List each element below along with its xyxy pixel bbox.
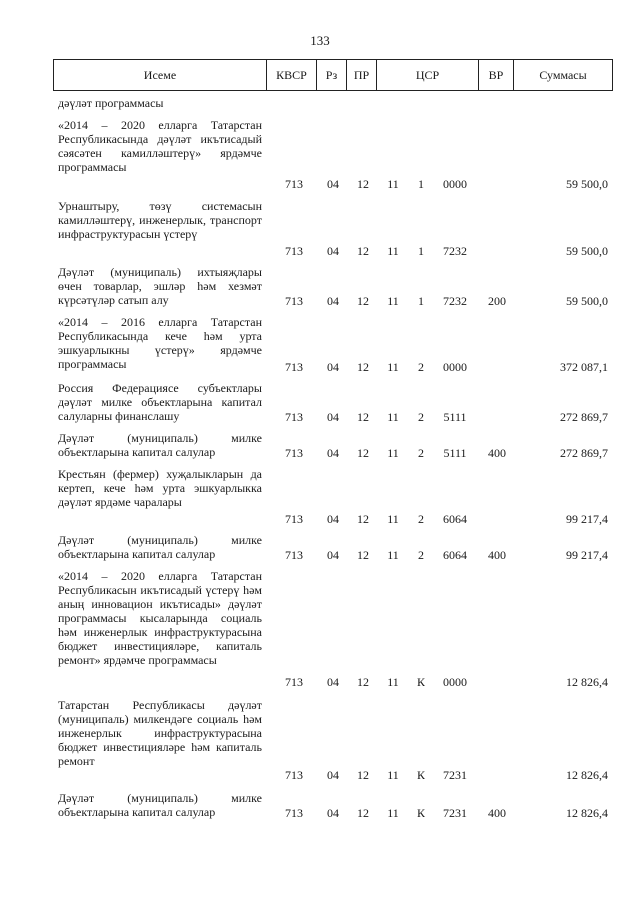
row-csr-subprogram: 2 [418,410,424,424]
row-csr-program: 11 [387,446,399,460]
row-csr-code: 6064 [443,548,467,562]
row-csr-program: 11 [387,806,399,820]
row-name: «2014 – 2020 елларга Татарстан Республикасында дәүләт икътисадый сәясәтен камилләштерү» ярдәмче программасы [58,118,262,174]
row-csr-subprogram: 1 [418,294,424,308]
row-csr-code: 0000 [443,177,467,191]
row-csr-code: 5111 [443,410,467,424]
row-name: Дәүләт (муниципаль) милке объектларына капитал салулар [58,791,262,819]
row-sum: 272 869,7 [560,410,608,424]
row-rz: 04 [327,512,339,526]
row-csr-code: 0000 [443,675,467,689]
row-csr-subprogram: 1 [418,177,424,191]
row-csr-code: 6064 [443,512,467,526]
row-rz: 04 [327,294,339,308]
row-kvsr: 713 [285,410,303,424]
row-rz: 04 [327,675,339,689]
row-kvsr: 713 [285,675,303,689]
row-sum: 12 826,4 [566,806,608,820]
row-csr-code: 7231 [443,806,467,820]
row-kvsr: 713 [285,177,303,191]
row-name: Россия Федерациясе субъектлары дәүләт милке объектларына капитал салуларны финанслашу [58,381,262,423]
row-kvsr: 713 [285,360,303,374]
row-vr: 200 [488,294,506,308]
row-pr: 12 [357,548,369,562]
row-csr-program: 11 [387,360,399,374]
row-kvsr: 713 [285,244,303,258]
row-csr-program: 11 [387,548,399,562]
row-rz: 04 [327,806,339,820]
row-name: «2014 – 2020 елларга Татарстан Республикасын икътисадый үстерү һәм аның инновацион икътисады» дәүләт программасы кысаларында социаль һәм инженерлык инфраструктурасына бюджет инвестицияләре, капиталь ремонт» ярдәмче программасы [58,569,262,667]
row-rz: 04 [327,446,339,460]
row-pr: 12 [357,512,369,526]
row-pr: 12 [357,410,369,424]
row-csr-program: 11 [387,244,399,258]
row-sum: 59 500,0 [566,244,608,258]
row-pr: 12 [357,806,369,820]
row-csr-program: 11 [387,512,399,526]
row-csr-subprogram: 2 [418,548,424,562]
row-csr-subprogram: 2 [418,360,424,374]
row-csr-program: 11 [387,675,399,689]
row-pr: 12 [357,294,369,308]
header-csr: ЦСР [377,60,479,90]
row-kvsr: 713 [285,768,303,782]
row-name: Дәүләт (муниципаль) милке объектларына капитал салулар [58,533,262,561]
table-header [53,59,613,91]
row-rz: 04 [327,244,339,258]
row-rz: 04 [327,177,339,191]
row-kvsr: 713 [285,512,303,526]
row-name: Крестьян (фермер) хуҗалыкларын да кертеп, кече һәм урта эшкуарлыкка дәүләт ярдәме чаралары [58,467,262,509]
row-sum: 272 869,7 [560,446,608,460]
header-rz: Рз [317,60,347,90]
row-pr: 12 [357,244,369,258]
header-pr: ПР [347,60,377,90]
row-sum: 99 217,4 [566,548,608,562]
row-csr-program: 11 [387,177,399,191]
row-vr: 400 [488,446,506,460]
row-kvsr: 713 [285,806,303,820]
row-name: Татарстан Республикасы дәүләт (муниципаль) милкендәге социаль һәм инженерлык инфраструктурасына бюджет инвестицияләре һәм капиталь ремонт [58,698,262,768]
row-rz: 04 [327,360,339,374]
row-csr-code: 0000 [443,360,467,374]
row-csr-program: 11 [387,410,399,424]
row-csr-code: 7231 [443,768,467,782]
header-sum: Суммасы [539,68,587,82]
row-sum: 12 826,4 [566,675,608,689]
header-name: Исеме [54,60,267,90]
row-csr-subprogram: К [416,675,425,689]
row-rz: 04 [327,410,339,424]
row-csr-program: 11 [387,768,399,782]
row-csr-subprogram: К [416,806,425,820]
row-pr: 12 [357,446,369,460]
row-csr-program: 11 [387,294,399,308]
row-kvsr: 713 [285,548,303,562]
row-pr: 12 [357,177,369,191]
row-name: Дәүләт (муниципаль) ихтыяҗлары өчен товарлар, эшләр һәм хезмәт күрсәтүләр сатып алу [58,265,262,307]
row-pr: 12 [357,768,369,782]
row-name: Дәүләт (муниципаль) милке объектларына капитал салулар [58,431,262,459]
page-number: 133 [310,33,330,48]
row-name: дәүләт программасы [58,96,164,110]
row-rz: 04 [327,768,339,782]
row-sum: 59 500,0 [566,294,608,308]
row-kvsr: 713 [285,446,303,460]
row-csr-subprogram: 1 [418,244,424,258]
row-pr: 12 [357,675,369,689]
row-sum: 372 087,1 [560,360,608,374]
row-csr-subprogram: К [416,768,425,782]
row-csr-subprogram: 2 [418,512,424,526]
header-vr: ВР [479,60,514,90]
row-sum: 59 500,0 [566,177,608,191]
row-csr-code: 5111 [443,446,467,460]
row-kvsr: 713 [285,294,303,308]
row-name: Урнаштыру, төзү системасын камилләштерү, инженерлык, транспорт инфраструктурасын үстерү [58,199,262,241]
row-vr: 400 [488,806,506,820]
row-csr-subprogram: 2 [418,446,424,460]
row-csr-code: 7232 [443,294,467,308]
row-sum: 99 217,4 [566,512,608,526]
row-vr: 400 [488,548,506,562]
row-rz: 04 [327,548,339,562]
row-sum: 12 826,4 [566,768,608,782]
row-csr-code: 7232 [443,244,467,258]
header-kvsr: КВСР [267,60,317,90]
row-name: «2014 – 2016 елларга Татарстан Республикасында кече һәм урта эшкуарлыкны үстерү» ярдәмче программасы [58,315,262,371]
row-pr: 12 [357,360,369,374]
